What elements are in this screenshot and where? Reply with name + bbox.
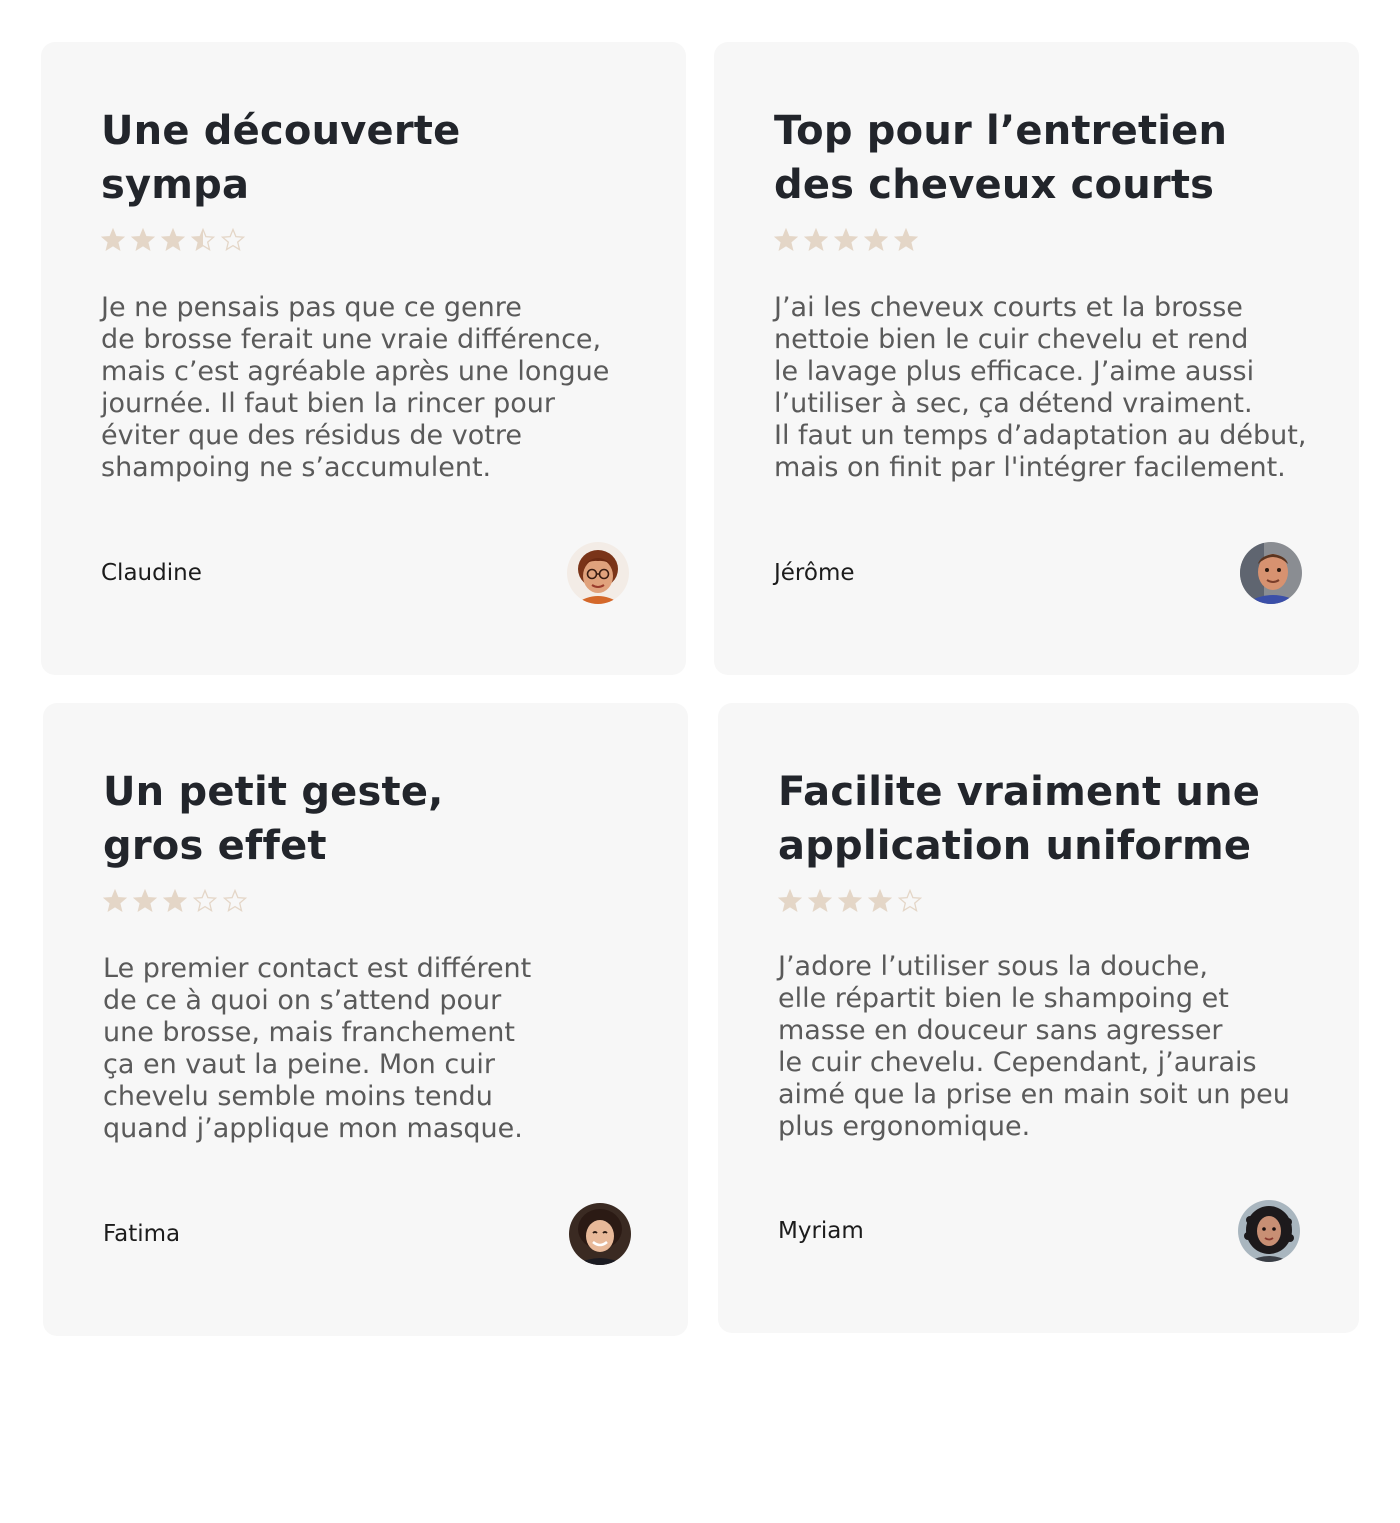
review-author: Myriam <box>778 1218 864 1244</box>
review-card <box>43 703 688 1336</box>
star-empty-icon <box>193 889 217 913</box>
star-filled-icon <box>161 228 185 252</box>
star-half-icon <box>191 228 215 252</box>
star-filled-icon <box>894 228 918 252</box>
avatar <box>1240 542 1302 604</box>
review-text: Le premier contact est différent de ce à quoi on s’attend pour une brosse, mais franchement ça en vaut la peine. Mon cuir chevelu semble moins tendu quand j’applique mon masque. <box>103 953 532 1144</box>
star-empty-icon <box>898 889 922 913</box>
star-filled-icon <box>864 228 888 252</box>
review-title: Une découverte sympa <box>101 108 461 208</box>
star-empty-icon <box>223 889 247 913</box>
review-title: Un petit geste, gros effet <box>103 769 444 869</box>
avatar <box>569 1203 631 1265</box>
star-filled-icon <box>834 228 858 252</box>
review-card <box>714 42 1359 675</box>
star-filled-icon <box>131 228 155 252</box>
star-rating <box>778 889 922 923</box>
star-filled-icon <box>101 228 125 252</box>
star-filled-icon <box>133 889 157 913</box>
star-filled-icon <box>868 889 892 913</box>
star-filled-icon <box>163 889 187 913</box>
review-text: J’adore l’utiliser sous la douche, elle répartit bien le shampoing et masse en douceur sans agresser le cuir chevelu. Cependant, j’aurais aimé que la prise en main soit un peu plus ergonomique. <box>778 951 1290 1142</box>
star-rating <box>103 889 247 923</box>
star-empty-icon <box>221 228 245 252</box>
star-rating <box>774 228 918 262</box>
review-card <box>41 42 686 675</box>
review-author: Claudine <box>101 560 202 586</box>
star-filled-icon <box>103 889 127 913</box>
star-filled-icon <box>774 228 798 252</box>
review-author: Jérôme <box>774 560 855 586</box>
review-author: Fatima <box>103 1221 181 1247</box>
review-title: Top pour l’entretien des cheveux courts <box>774 108 1228 208</box>
star-filled-icon <box>838 889 862 913</box>
star-filled-icon <box>778 889 802 913</box>
star-rating <box>101 228 245 262</box>
review-text: Je ne pensais pas que ce genre de brosse ferait une vraie différence, mais c’est agréable après une longue journée. Il faut bien la rincer pour éviter que des résidus de votre shampoing ne s’accumulent. <box>101 292 610 483</box>
review-card <box>718 703 1359 1333</box>
star-filled-icon <box>808 889 832 913</box>
review-text: J’ai les cheveux courts et la brosse nettoie bien le cuir chevelu et rend le lavage plus efficace. J’aime aussi l’utiliser à sec, ça détend vraiment. Il faut un temps d’adaptation au début, mais on finit par l'intégrer facilement. <box>774 292 1307 483</box>
avatar <box>567 542 629 604</box>
star-filled-icon <box>804 228 828 252</box>
avatar <box>1238 1200 1300 1262</box>
review-title: Facilite vraiment une application uniforme <box>778 769 1261 869</box>
